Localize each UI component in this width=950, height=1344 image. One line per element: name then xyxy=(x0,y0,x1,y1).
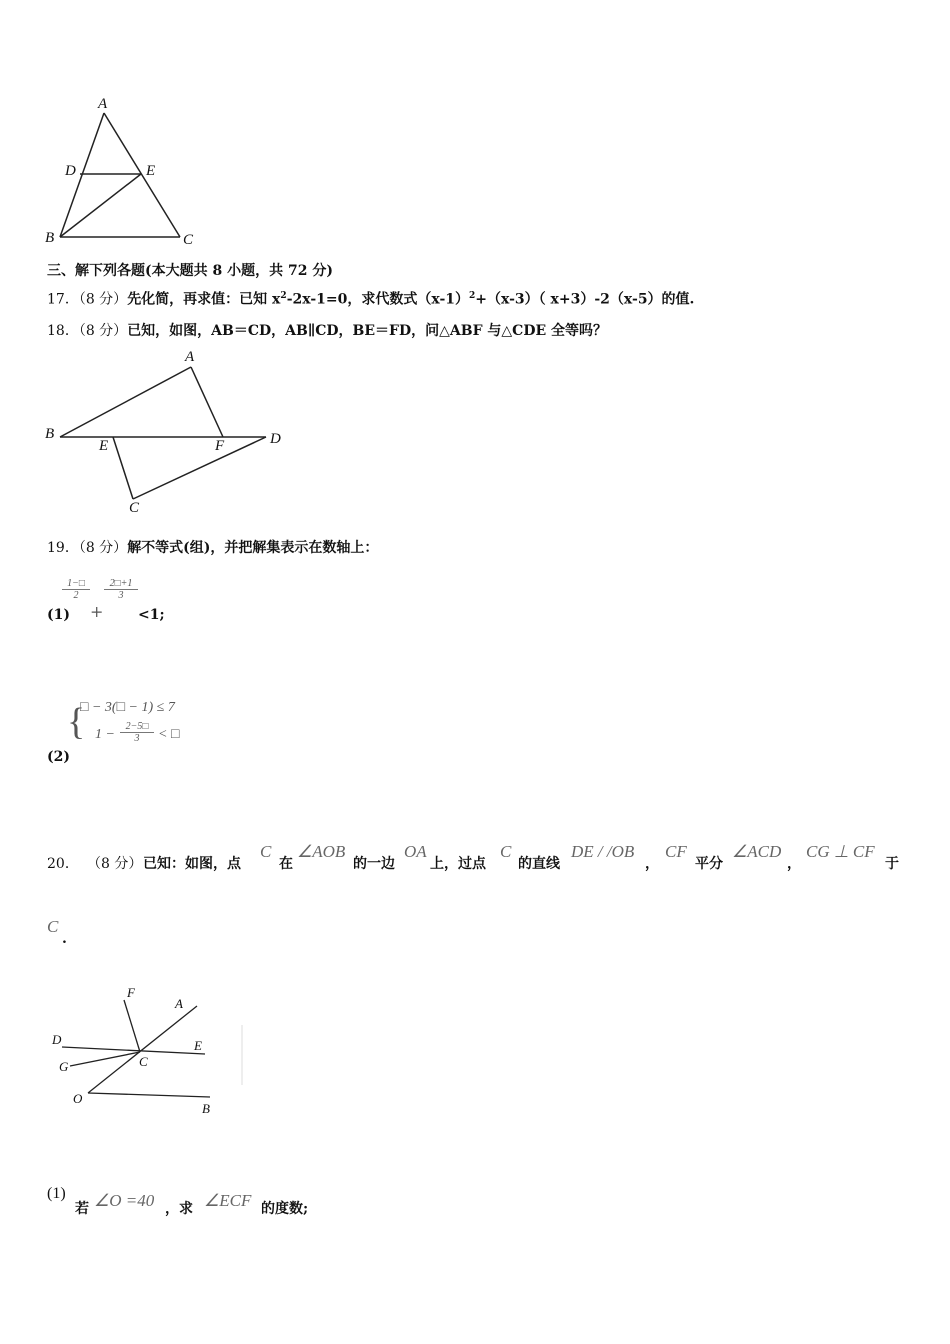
q20-sub1-m-ecf: ∠ECF xyxy=(204,1191,252,1210)
fig1-label-b: B xyxy=(45,230,55,246)
q20-m-de-ob: DE / /OB xyxy=(571,842,635,861)
q20-m-c1: C xyxy=(260,842,272,861)
q20-t6: ， xyxy=(645,856,659,872)
fig1-label-e: E xyxy=(146,163,156,179)
fig2-label-b: B xyxy=(45,426,55,442)
q19-p1-tail: <1; xyxy=(138,607,165,623)
q20-m-c3: C xyxy=(47,917,59,936)
q19-p2-line1: □ − 3(□ − 1) ≤ 7 xyxy=(80,700,175,715)
q19-part2-label: (2) xyxy=(47,749,70,765)
q20-t3: 的一边 xyxy=(353,856,395,872)
fig2-label-c: C xyxy=(129,500,140,516)
q17-sup-2: 2 xyxy=(469,291,476,301)
q17-sup-1: 2 xyxy=(280,291,287,301)
q20-sub1-t3: 的度数; xyxy=(261,1201,309,1217)
q19-number: 19． xyxy=(47,540,79,556)
q20-m-cg-perp-cf: CG ⊥ CF xyxy=(806,842,875,861)
q20-score: （8 分） xyxy=(87,856,143,872)
q20-t8: ， xyxy=(787,856,801,872)
q18-number: 18． xyxy=(47,323,79,339)
q19-p1-frac2-num: 2□+1 xyxy=(104,578,138,590)
q20-sub1 xyxy=(47,1185,447,1215)
fig2-label-f: F xyxy=(215,438,225,454)
fig3-label-e: E xyxy=(194,1038,202,1053)
q19-score: （8 分） xyxy=(78,540,128,556)
q19-p1-frac2-den: 3 xyxy=(118,590,124,601)
q20-t2: 在 xyxy=(279,856,293,872)
q19-p2-brace: { xyxy=(67,701,86,743)
q20-t4: 上，过点 xyxy=(430,856,486,872)
q18-text: 已知，如图，AB＝CD，AB∥CD，BE＝FD，问△ABF 与△CDE 全等吗？ xyxy=(127,323,608,339)
section-heading: 三、解下列各题(本大题共 8 小题，共 72 分) xyxy=(47,263,333,279)
q17-text-c: +（x-3）（ x+3）-2（x-5）的值. xyxy=(475,291,695,308)
fig3-label-f: F xyxy=(127,985,135,1000)
q20-m-cf: CF xyxy=(665,842,687,861)
q20-m-acd: ∠ACD xyxy=(732,842,782,861)
figure-angle-aob xyxy=(0,0,260,1120)
q18-score: （8 分） xyxy=(78,323,128,339)
q19-p2-line2-a: 1 − xyxy=(95,727,115,742)
fig3-label-d: D xyxy=(52,1032,62,1047)
q20-m-oa: OA xyxy=(404,842,427,861)
q20-sub1-label: (1) xyxy=(47,1185,66,1202)
q19-text: 解不等式(组)，并把解集表示在数轴上： xyxy=(127,540,379,556)
fig1-label-d: D xyxy=(65,163,76,179)
q19-p1-frac1-den: 2 xyxy=(73,590,79,601)
q17-score: （8 分） xyxy=(78,291,128,308)
fig1-label-c: C xyxy=(183,232,194,248)
q20-m-aob: ∠AOB xyxy=(297,842,346,861)
q19-p2-line2-b: < □ xyxy=(158,727,180,742)
fig3-label-b: B xyxy=(202,1101,210,1116)
q17-text-b: -2x-1=0，求代数式（x-1） xyxy=(286,291,470,308)
q20-t1: 已知：如图，点 xyxy=(143,856,241,872)
q20-m-c2: C xyxy=(500,842,512,861)
figure-angle-aob-svg xyxy=(0,0,260,1120)
q19-p2-frac-den: 3 xyxy=(134,733,140,744)
fig3-label-o: O xyxy=(73,1091,83,1106)
q20-sub1-t2: ，求 xyxy=(165,1201,193,1217)
q20-number: 20． xyxy=(47,856,79,872)
q19-p2-frac-num: 2−5□ xyxy=(120,721,154,733)
fig2-label-d: D xyxy=(270,431,281,447)
fig3-label-c: C xyxy=(139,1054,148,1069)
fig3-label-g: G xyxy=(59,1059,69,1074)
q20-sub1-m-o40: ∠O =40 xyxy=(94,1191,155,1210)
fig2-label-a: A xyxy=(185,349,195,365)
q20-sub1-t1: 若 xyxy=(75,1201,89,1217)
q20-t7: 平分 xyxy=(695,856,723,872)
q20-t10: . xyxy=(62,931,67,947)
q19-part1-label: (1) xyxy=(47,607,70,623)
q20-t9: 于 xyxy=(885,856,899,872)
fig3-label-a: A xyxy=(175,996,183,1011)
q17-number: 17． xyxy=(47,291,79,308)
q20-t5: 的直线 xyxy=(518,856,560,872)
q17-text-a: 先化简，再求值：已知 x xyxy=(127,291,281,308)
q19-p1-frac1-num: 1−□ xyxy=(62,578,90,590)
q19-p1-plus: + xyxy=(90,602,104,621)
fig2-label-e: E xyxy=(99,438,109,454)
fig1-label-a: A xyxy=(98,96,108,112)
